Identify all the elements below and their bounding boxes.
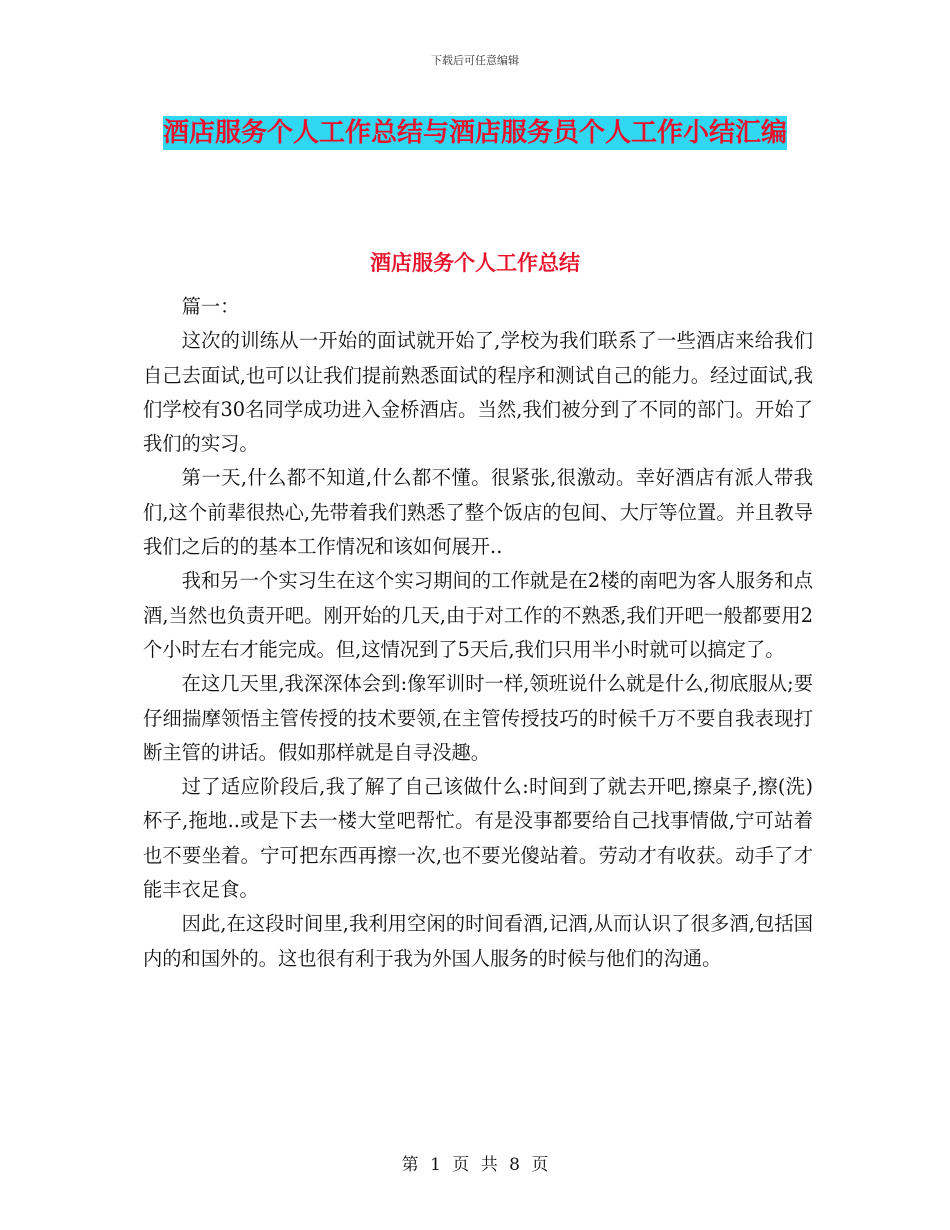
paragraph: 在这几天里,我深深体会到:像军训时一样,领班说什么就是什么,彻底服从;要仔细揣摩领悟主管传授的技术要领,在主管传授技巧的时候千万不要自我表现打断主管的讲话。假如那样就是自寻没趣。 <box>143 672 813 764</box>
section-title: 酒店服务个人工作总结 <box>370 250 580 275</box>
paragraph: 第一天,什么都不知道,什么都不懂。很紧张,很激动。幸好酒店有派人带我们,这个前辈很热心,先带着我们熟悉了整个饭店的包间、大厅等位置。并且教导我们之后的的基本工作情况和该如何展开.. <box>143 466 813 559</box>
paragraph: 篇一： <box>181 295 240 318</box>
document-body <box>143 290 813 976</box>
page-number: 第 1 页 共 8 页 <box>401 1155 549 1175</box>
paragraph: 因此,在这段时间里,我利用空闲的时间看酒,记酒,从而认识了很多酒,包括国内的和国外的。这也很有利于我为外国人服务的时候与他们的沟通。 <box>143 912 813 970</box>
page-header-note: 下载后可任意编辑 <box>431 54 519 67</box>
document-title <box>140 111 810 155</box>
document-title-text: 酒店服务个人工作总结与酒店服务员个人工作小结汇编 <box>162 118 787 148</box>
paragraph: 我和另一个实习生在这个实习期间的工作就是在2楼的南吧为客人服务和点酒,当然也负责开吧。刚开始的几天,由于对工作的不熟悉,我们开吧一般都要用2个小时左右才能完成。但,这情况到了5天后,我们只用半小时就可以搞定了。 <box>143 569 813 661</box>
paragraph: 这次的训练从一开始的面试就开始了,学校为我们联系了一些酒店来给我们自己去面试,也可以让我们提前熟悉面试的程序和测试自己的能力。经过面试,我们学校有30名同学成功进入金桥酒店。当然,我们被分到了不同的部门。开始了我们的实习。 <box>143 329 813 456</box>
paragraph: 过了适应阶段后,我了解了自己该做什么:时间到了就去开吧,擦桌子,擦(洗)杯子,拖地..或是下去一楼大堂吧帮忙。有是没事都要给自己找事情做,宁可站着也不要坐着。宁可把东西再擦一次,也不要光傻站着。劳动才有收获。动手了才能丰衣足食。 <box>143 775 813 902</box>
